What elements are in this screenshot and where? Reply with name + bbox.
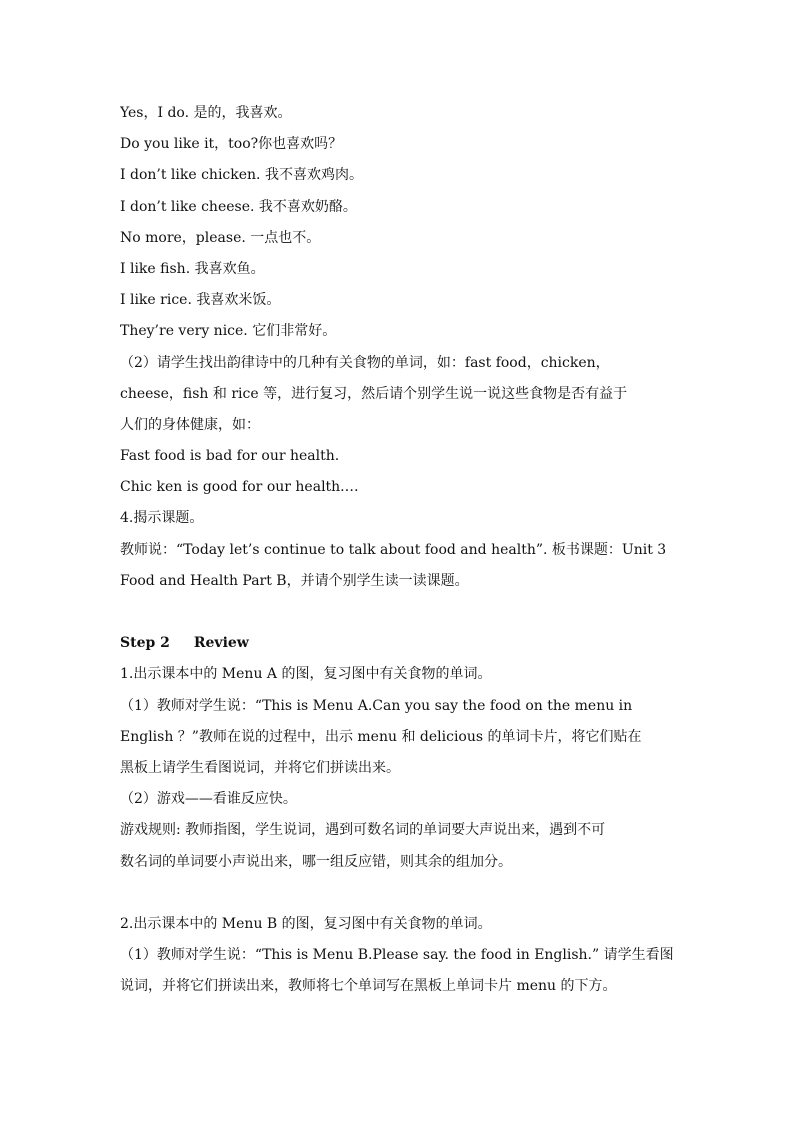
text-line: 人们的身体健康，如： (120, 416, 260, 433)
text-line: 2.出示课本中的 Menu B 的图，复习图中有关食物的单词。 (120, 915, 492, 932)
paragraph-gap (120, 878, 674, 909)
text-line: 数名词的单词要小声说出来，哪一组反应错，则其余的组加分。 (120, 853, 512, 870)
text-line: They’re very nice. 它们非常好。 (120, 323, 337, 340)
text-line: 黑板上请学生看图说词，并将它们拼读出来。 (120, 759, 400, 776)
text-line: Do you like it，too?你也喜欢吗？ (120, 136, 343, 153)
text-line: （1）教师对学生说：“This is Menu A.Can you say the food on the menu in (120, 697, 633, 714)
text-line: 1.出示课本中的 Menu A 的图，复习图中有关食物的单词。 (120, 666, 492, 683)
text-line: I don’t like cheese. 我不喜欢奶酪。 (120, 198, 357, 215)
text-line: Yes，I do. 是的，我喜欢。 (120, 105, 292, 121)
text-line: 说词，并将它们拼读出来，教师将七个单词写在黑板上单词卡片 menu 的下方。 (120, 978, 617, 995)
step-label: Step 2 (120, 635, 170, 652)
text-line: （2）游戏——看谁反应快。 (120, 791, 297, 808)
text-line: （1）教师对学生说：“This is Menu B.Please say. the food in English.” 请学生看图 (120, 947, 674, 964)
text-line: I like fish. 我喜欢鱼。 (120, 260, 265, 277)
text-line: Food and Health Part B，并请个别学生读一读课题。 (120, 572, 469, 589)
text-line: 游戏规则: 教师指图，学生说词，遇到可数名词的单词要大声说出来，遇到不可 (120, 822, 606, 839)
text-line: Chic ken is good for our health.… (120, 479, 359, 496)
text-line: 教师说：“Today let’s continue to talk about food and health”. 板书课题：Unit 3 (120, 541, 667, 558)
paragraph-gap (120, 597, 674, 628)
text-line: 4.揭示课题。 (120, 510, 204, 527)
text-line: （2）请学生找出韵律诗中的几种有关食物的单词，如：fast food，chicken， (120, 354, 610, 371)
text-line: English ？”教师在说的过程中，出示 menu 和 delicious 的单词卡片，将它们贴在 (120, 728, 642, 745)
text-line: I like rice. 我喜欢米饭。 (120, 292, 281, 309)
text-line: Fast food is bad for our health. (120, 448, 340, 465)
step-title: Review (193, 635, 249, 652)
step-heading (120, 628, 674, 659)
text-line: cheese，fish 和 rice 等，进行复习，然后请个别学生说一说这些食物是否有益于 (120, 385, 628, 402)
text-line: I don’t like chicken. 我不喜欢鸡肉。 (120, 167, 363, 184)
text-line: No more，please. 一点也不。 (120, 229, 321, 246)
